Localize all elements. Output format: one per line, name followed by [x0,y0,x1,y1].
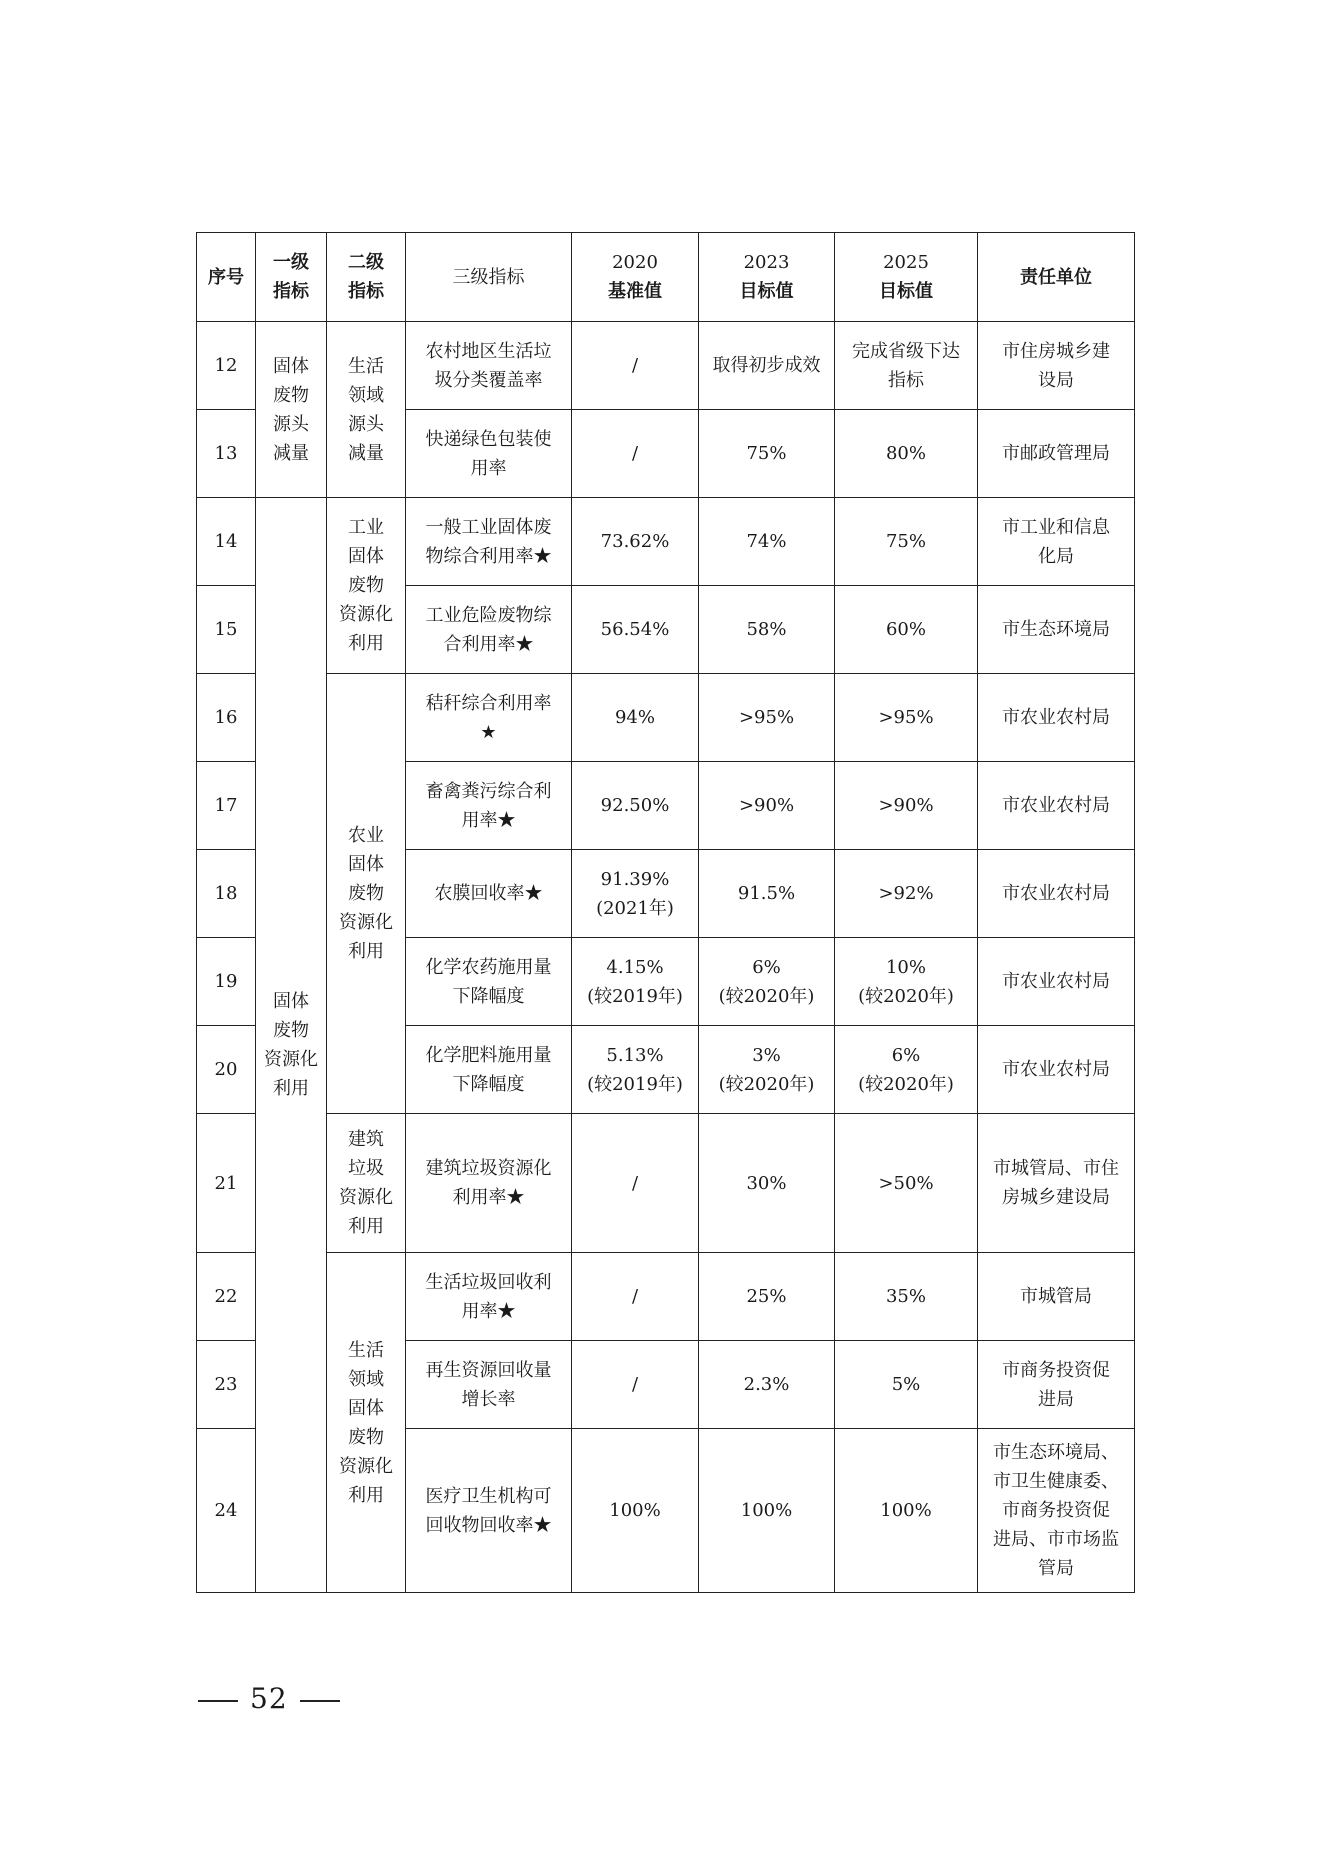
responsible-unit [978,938,1135,1026]
cell-line: 垃圾 [348,1158,384,1179]
cell-line: 35% [885,1286,926,1307]
level3-indicator [406,410,572,498]
cell-line: 市农业农村局 [1002,971,1110,992]
cell-line: 农业 [348,825,384,846]
cell-line: 生活垃圾回收利 [425,1271,552,1293]
cell-line: 用率★ [461,1300,516,1322]
target-2023 [699,1341,835,1429]
target-2025 [835,938,978,1026]
target-2023 [699,938,835,1026]
cell-line: / [631,443,639,464]
header-level2: 二级 指标 [327,233,406,322]
target-2025 [835,1114,978,1253]
target-2023 [699,1429,835,1593]
indicator-table [196,232,1135,1593]
cell-line: 市生态环境局、 [993,1442,1119,1463]
cell-line: 医疗卫生机构可 [425,1485,552,1507]
cell-line: 畜禽粪污综合利 [425,780,552,802]
cell-line: 91.5% [737,883,796,904]
cell-line: 农村地区生活垃 [425,340,552,362]
row-number: 21 [197,1114,256,1253]
responsible-unit [978,1341,1135,1429]
level3-indicator [406,1114,572,1253]
cell-line: 固体 [273,355,309,377]
cell-line: 市住房城乡建 [1002,340,1110,362]
cell-line: 用率★ [461,809,516,831]
cell-line: 管局 [1038,1558,1074,1579]
cell-line: 市城管局、市住 [993,1158,1119,1179]
cell-line: / [631,1374,639,1395]
cell-line: 5.13% [606,1044,664,1066]
cell-line: 94% [614,707,655,728]
cell-line: 合利用率★ [443,633,534,655]
baseline-2020 [572,1253,699,1341]
baseline-2020 [572,938,699,1026]
level3-indicator [406,938,572,1026]
cell-line: 74% [746,531,787,552]
cell-line: 6% [752,956,781,978]
responsible-unit [978,762,1135,850]
target-2023 [699,1114,835,1253]
target-2023 [699,762,835,850]
level2-indicator [327,322,406,498]
level3-indicator [406,322,572,410]
cell-line: 减量 [348,442,384,464]
level3-indicator [406,762,572,850]
level3-indicator [406,1253,572,1341]
cell-line: 10% [885,956,926,978]
cell-line: 取得初步成效 [712,355,821,376]
cell-line: 进局、市市场监 [993,1529,1119,1550]
cell-line: 物综合利用率★ [425,545,552,567]
cell-line: 市工业和信息 [1002,516,1110,538]
responsible-unit [978,1429,1135,1593]
baseline-2020 [572,1026,699,1114]
header-level3: 三级指标 [406,233,572,322]
header-no: 序号 [197,233,256,322]
cell-line: 市农业农村局 [1002,883,1110,904]
cell-line: 资源化 [339,1455,393,1477]
level3-indicator [406,674,572,762]
target-2025 [835,850,978,938]
baseline-2020 [572,674,699,762]
baseline-2020 [572,410,699,498]
table-row [197,1253,1135,1341]
header-unit: 责任单位 [978,233,1135,322]
cell-line: 生活 [348,355,384,377]
target-2023 [699,1253,835,1341]
row-number: 24 [197,1429,256,1593]
cell-line: 56.54% [600,619,670,640]
row-number: 20 [197,1026,256,1114]
cell-line: 农膜回收率★ [434,883,543,904]
cell-line: 92.50% [600,795,670,816]
cell-line: 圾分类覆盖率 [434,369,543,391]
cell-line: 再生资源回收量 [425,1359,552,1381]
cell-line: ★ [480,721,497,743]
cell-line: 秸秆综合利用率 [425,692,552,714]
cell-line: 用率 [470,457,507,479]
cell-line: 资源化 [339,912,393,933]
level3-indicator [406,1341,572,1429]
target-2023 [699,586,835,674]
level2-indicator [327,674,406,1114]
level1-indicator [256,498,327,1593]
cell-line: 废物 [348,883,384,904]
cell-line: / [631,355,639,376]
cell-line: 58% [746,619,787,640]
responsible-unit [978,1253,1135,1341]
table-row [197,498,1135,586]
cell-line: 市卫生健康委、 [993,1471,1119,1492]
baseline-2020 [572,1114,699,1253]
level3-indicator [406,498,572,586]
cell-line: 化学农药施用量 [425,956,552,978]
row-number: 17 [197,762,256,850]
cell-line: 快递绿色包装使 [425,428,552,450]
cell-line: 完成省级下达 [852,340,960,362]
target-2025 [835,1253,978,1341]
row-number: 19 [197,938,256,1026]
cell-line: 利用 [348,1216,384,1237]
header-2023: 2023 目标值 [699,233,835,322]
level2-indicator [327,1114,406,1253]
header-2020: 2020 基准值 [572,233,699,322]
target-2023 [699,850,835,938]
baseline-2020 [572,1429,699,1593]
target-2023 [699,674,835,762]
cell-line: 房城乡建设局 [1002,1187,1110,1208]
level3-indicator [406,586,572,674]
cell-line: / [631,1286,639,1307]
footer-dash-left [198,1700,238,1702]
level3-indicator [406,1026,572,1114]
cell-line: >92% [878,883,934,904]
cell-line: >90% [878,795,934,816]
cell-line: 市商务投资促 [1002,1359,1110,1381]
cell-line: 固体 [348,546,384,567]
table-row [197,674,1135,762]
cell-line: / [631,1172,639,1194]
baseline-2020 [572,322,699,410]
cell-line: 生活 [348,1339,384,1361]
table-row [197,322,1135,410]
cell-line: 废物 [348,1426,384,1448]
row-number: 23 [197,1341,256,1429]
cell-line: 源头 [273,413,309,435]
cell-line: 4.15% [606,956,664,978]
cell-line: (较2020年) [858,985,954,1007]
cell-line: 废物 [273,1020,309,1041]
level3-indicator [406,850,572,938]
cell-line: (2021年) [596,897,674,919]
responsible-unit [978,674,1135,762]
cell-line: 市城管局 [1020,1286,1092,1307]
cell-line: 化学肥料施用量 [425,1044,552,1066]
responsible-unit [978,498,1135,586]
cell-line: 下降幅度 [452,985,525,1007]
cell-line: 100% [880,1500,932,1521]
cell-line: 利用 [348,941,384,962]
cell-line: 利用 [273,1078,309,1099]
cell-line: 资源化 [264,1049,318,1070]
cell-line: 80% [885,443,926,464]
cell-line: 废物 [348,575,384,596]
target-2025 [835,762,978,850]
responsible-unit [978,850,1135,938]
cell-line: (较2019年) [587,985,683,1007]
cell-line: 30% [746,1172,787,1194]
table-header-row [197,233,1135,322]
cell-line: (较2020年) [858,1073,954,1095]
cell-line: 利用 [348,1484,384,1506]
page-footer [186,1682,352,1715]
target-2023 [699,410,835,498]
cell-line: 60% [885,619,926,640]
cell-line: 工业危险废物综 [425,604,552,626]
target-2025 [835,586,978,674]
target-2023 [699,322,835,410]
cell-line: 资源化 [339,1187,393,1208]
cell-line: 固体 [348,854,384,875]
baseline-2020 [572,762,699,850]
row-number: 13 [197,410,256,498]
cell-line: 资源化 [339,604,393,625]
row-number: 14 [197,498,256,586]
cell-line: 2.3% [743,1374,790,1395]
row-number: 15 [197,586,256,674]
cell-line: 固体 [348,1397,384,1419]
cell-line: 75% [746,443,787,464]
page-number: 52 [250,1682,288,1715]
cell-line: 设局 [1038,369,1074,391]
target-2025 [835,322,978,410]
cell-line: 市邮政管理局 [1002,443,1110,464]
baseline-2020 [572,498,699,586]
responsible-unit [978,586,1135,674]
header-2025: 2025 目标值 [835,233,978,322]
cell-line: >90% [738,795,795,816]
cell-line: 市农业农村局 [1002,1059,1110,1080]
cell-line: 100% [740,1500,793,1521]
cell-line: 化局 [1038,545,1074,567]
target-2025 [835,1026,978,1114]
baseline-2020 [572,1341,699,1429]
target-2025 [835,410,978,498]
cell-line: 75% [885,531,926,552]
cell-line: >50% [878,1172,934,1194]
level2-indicator [327,1253,406,1593]
cell-line: 市生态环境局 [1002,619,1110,640]
table-row [197,1114,1135,1253]
header-level1: 一级 指标 [256,233,327,322]
cell-line: 固体 [273,991,309,1012]
cell-line: 91.39% [600,868,670,890]
baseline-2020 [572,586,699,674]
cell-line: 领域 [348,1368,384,1390]
cell-line: >95% [738,707,795,728]
target-2025 [835,1429,978,1593]
row-number: 16 [197,674,256,762]
cell-line: 市农业农村局 [1002,795,1110,816]
cell-line: 领域 [348,384,384,406]
cell-line: 工业 [348,517,384,538]
cell-line: 进局 [1038,1388,1074,1410]
cell-line: >95% [878,707,934,728]
cell-line: 下降幅度 [452,1073,525,1095]
cell-line: 减量 [273,442,309,464]
responsible-unit [978,1114,1135,1253]
cell-line: 利用率★ [452,1187,525,1208]
cell-line: 市商务投资促 [1002,1500,1110,1521]
cell-line: 回收物回收率★ [425,1514,552,1536]
responsible-unit [978,410,1135,498]
cell-line: (较2019年) [587,1073,683,1095]
cell-line: 源头 [348,413,384,435]
responsible-unit [978,1026,1135,1114]
cell-line: 建筑垃圾资源化 [425,1158,552,1179]
cell-line: 6% [891,1044,921,1066]
row-number: 12 [197,322,256,410]
cell-line: 利用 [348,633,384,654]
cell-line: 73.62% [600,531,670,552]
cell-line: 100% [609,1500,661,1521]
target-2025 [835,498,978,586]
footer-dash-right [300,1700,340,1702]
cell-line: 指标 [888,369,924,391]
level2-indicator [327,498,406,674]
cell-line: (较2020年) [718,1073,815,1095]
row-number: 18 [197,850,256,938]
baseline-2020 [572,850,699,938]
cell-line: 废物 [273,384,309,406]
level1-indicator [256,322,327,498]
cell-line: 增长率 [461,1388,516,1410]
level3-indicator [406,1429,572,1593]
row-number: 22 [197,1253,256,1341]
cell-line: 5% [891,1374,921,1395]
cell-line: 建筑 [348,1129,384,1150]
target-2023 [699,498,835,586]
cell-line: (较2020年) [718,985,815,1007]
target-2025 [835,674,978,762]
target-2025 [835,1341,978,1429]
cell-line: 市农业农村局 [1002,707,1110,728]
cell-line: 3% [752,1044,781,1066]
cell-line: 一般工业固体废 [425,516,552,538]
responsible-unit [978,322,1135,410]
cell-line: 25% [746,1286,787,1307]
target-2023 [699,1026,835,1114]
